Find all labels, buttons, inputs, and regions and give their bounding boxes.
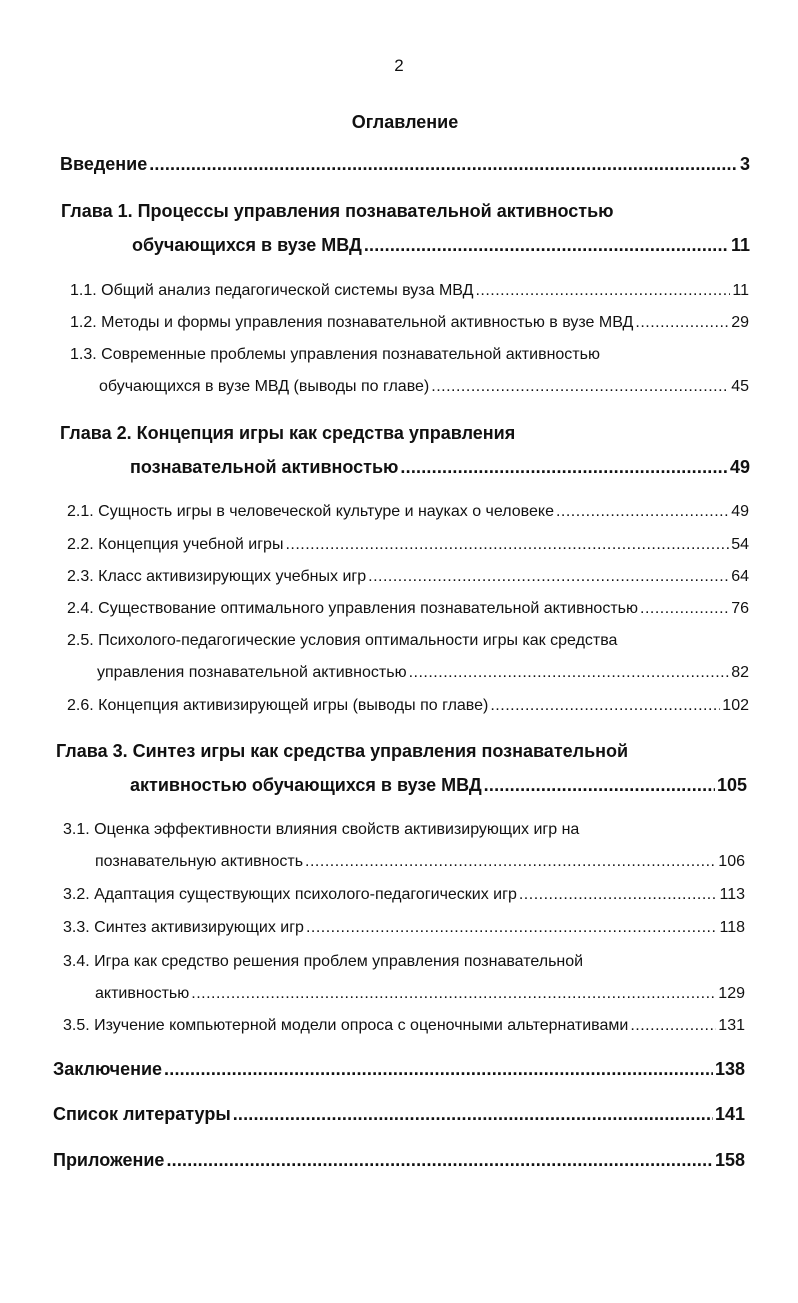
toc-page: 106 [718, 853, 745, 870]
leader-dots [285, 536, 729, 554]
toc-page: 129 [718, 985, 745, 1002]
toc-entry-2-4[interactable] [67, 600, 749, 618]
leader-dots [556, 503, 729, 521]
toc-entry-2-2[interactable] [67, 536, 749, 554]
toc-entry-2-5-line1: 2.5. Психолого-педагогические условия оптимальности игры как средства [67, 632, 618, 649]
toc-entry-1-1[interactable] [70, 282, 749, 300]
leader-dots [306, 919, 718, 937]
toc-label: управления познавательной активностью [97, 664, 407, 681]
toc-page: 141 [714, 1104, 745, 1124]
toc-label: 2.4. Существование оптимального управления познавательной активностью [67, 600, 638, 617]
toc-label: познавательную активность [95, 853, 304, 870]
chapter-2-title: Глава 2. Концепция игры как средства управления [60, 423, 516, 443]
toc-entry-3-4[interactable] [95, 985, 745, 1003]
leader-dots [519, 886, 718, 904]
toc-page: 54 [731, 536, 749, 553]
toc-page: 49 [731, 503, 749, 520]
toc-page: 105 [716, 775, 747, 795]
toc-page: 45 [731, 378, 749, 395]
toc-label: 3.5. Изучение компьютерной модели опроса с оценочными альтернативами [63, 1017, 629, 1034]
toc-page: 118 [719, 919, 745, 936]
toc-entry-1-2[interactable] [70, 314, 749, 332]
toc-page: 113 [719, 886, 745, 903]
toc-entry-3-2[interactable] [63, 886, 745, 904]
toc-label: активностью обучающихся в вузе МВД [130, 775, 482, 795]
toc-label: 1.1. Общий анализ педагогической системы вуза МВД [70, 282, 474, 299]
toc-label: 2.2. Концепция учебной игры [67, 536, 284, 553]
leader-dots [400, 457, 728, 478]
toc-entry-chapter-3[interactable] [130, 775, 747, 796]
toc-label: обучающихся в вузе МВД [132, 235, 362, 255]
leader-dots [368, 568, 729, 586]
toc-page: 82 [731, 664, 749, 681]
toc-label: Список литературы [53, 1104, 231, 1124]
toc-label: Приложение [53, 1150, 165, 1170]
toc-entry-chapter-1[interactable] [132, 235, 750, 256]
toc-page: 131 [718, 1017, 745, 1034]
toc-label: 2.3. Класс активизирующих учебных игр [67, 568, 367, 585]
leader-dots [149, 154, 738, 175]
leader-dots [630, 1017, 716, 1035]
toc-entry-conclusion[interactable] [53, 1059, 745, 1080]
toc-heading: Оглавление [351, 112, 459, 132]
toc-entry-3-5[interactable] [63, 1017, 745, 1035]
toc-entry-3-4-line1: 3.4. Игра как средство решения проблем управления познавательной [63, 953, 584, 970]
leader-dots [484, 775, 715, 796]
toc-entry-2-1[interactable] [67, 503, 749, 521]
toc-entry-references[interactable] [53, 1104, 745, 1125]
toc-page: 11 [732, 282, 749, 299]
toc-page: 11 [730, 235, 750, 255]
toc-label: 2.6. Концепция активизирующей игры (выводы по главе) [67, 697, 489, 714]
leader-dots [409, 664, 730, 682]
toc-entry-2-3[interactable] [67, 568, 749, 586]
leader-dots [431, 378, 729, 396]
toc-page: 64 [731, 568, 749, 585]
toc-page: 76 [731, 600, 749, 617]
toc-entry-3-1[interactable] [95, 853, 745, 871]
toc-entry-appendix[interactable] [53, 1150, 745, 1171]
leader-dots [166, 1150, 713, 1171]
toc-page: 3 [739, 154, 750, 174]
toc-entry-chapter-2[interactable] [130, 457, 750, 478]
toc-label: 3.3. Синтез активизирующих игр [63, 919, 304, 936]
leader-dots [475, 282, 730, 300]
toc-entry-1-3[interactable] [99, 378, 749, 396]
toc-page: 29 [731, 314, 749, 331]
leader-dots [490, 697, 720, 715]
leader-dots [233, 1104, 713, 1125]
toc-label: 1.2. Методы и формы управления познавательной активностью в вузе МВД [70, 314, 634, 331]
chapter-1-title: Глава 1. Процессы управления познавательной активностью [61, 201, 614, 221]
toc-label: познавательной активностью [130, 457, 399, 477]
leader-dots [191, 985, 716, 1003]
toc-page: 49 [729, 457, 750, 477]
leader-dots [635, 314, 729, 332]
toc-entry-2-6[interactable] [67, 697, 749, 715]
toc-entry-3-1-line1: 3.1. Оценка эффективности влияния свойств активизирующих игр на [63, 821, 580, 838]
toc-label: Заключение [53, 1059, 163, 1079]
toc-label: 3.2. Адаптация существующих психолого-педагогических игр [63, 886, 517, 903]
toc-entry-intro[interactable] [60, 154, 750, 175]
toc-entry-3-3[interactable] [63, 919, 745, 937]
toc-label: активностью [95, 985, 190, 1002]
toc-entry-1-3-line1: 1.3. Современные проблемы управления познавательной активностью [70, 346, 600, 363]
toc-page: 138 [714, 1059, 745, 1079]
leader-dots [164, 1059, 713, 1080]
toc-label: 2.1. Сущность игры в человеческой культуре и науках о человеке [67, 503, 554, 520]
toc-entry-2-5[interactable] [97, 664, 749, 682]
chapter-3-title: Глава 3. Синтез игры как средства управления познавательной [56, 741, 629, 761]
toc-page: 158 [714, 1150, 745, 1170]
toc-page: 102 [722, 697, 749, 714]
toc-label: Введение [60, 154, 148, 174]
leader-dots [364, 235, 729, 256]
leader-dots [305, 853, 716, 871]
leader-dots [640, 600, 729, 618]
toc-label: обучающихся в вузе МВД (выводы по главе) [99, 378, 430, 395]
page-number: 2 [394, 56, 404, 75]
